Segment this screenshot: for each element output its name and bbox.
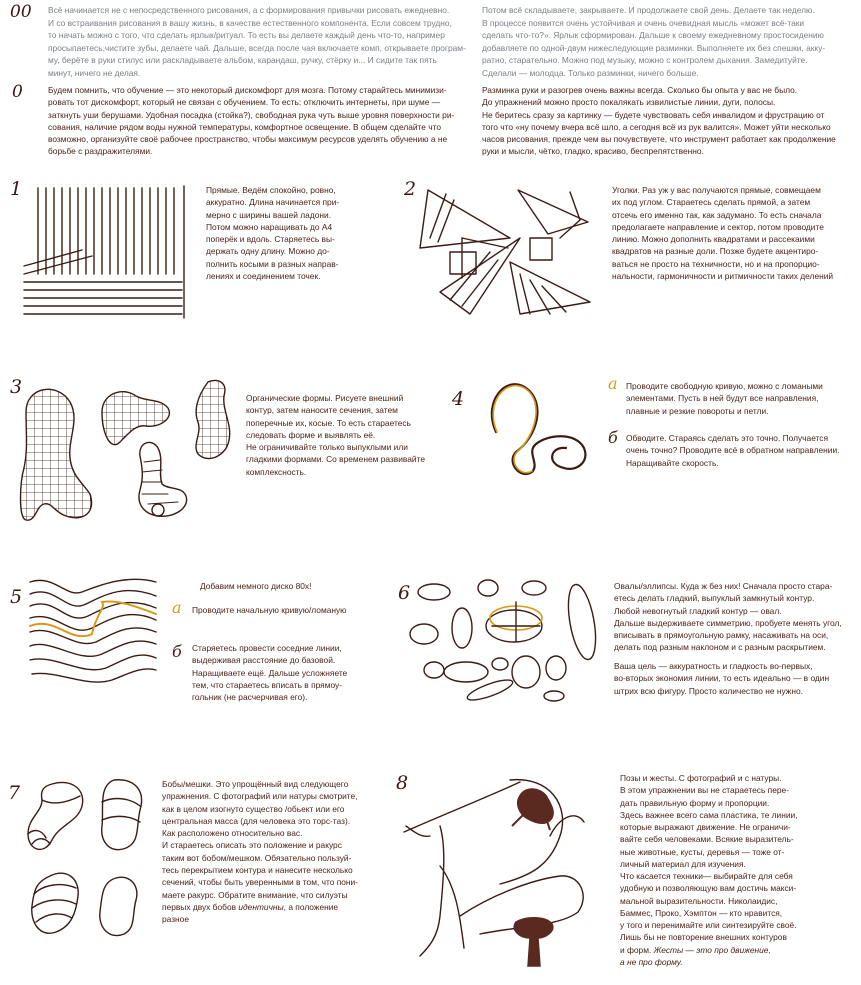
exercise-1-lines-drawing — [22, 182, 192, 322]
intro-paragraph-warmup: Разминка руки и разогрев очень важны всегда. Сколько бы опыта у вас не было. До упражнений можно просто покалякать извилистые линии, дуги, полосы. Не беритесь сразу за картинку — будете чувствовать себя инвалидом и фрустрацию от того что «ну почему вчера всё шло, а сегодня всё из рук валится». Может уйти несколько часов рисования, прежде чем вы почувствуете, что инструмент работает как продолжение руки и мысли, чётко, гладко, красиво, беспрепятственно. — [482, 85, 836, 157]
exercise-5-parallel-lines-drawing — [26, 574, 160, 694]
exercise-7-beans-drawing — [22, 772, 162, 952]
intro-paragraph-habit: Всё начинается не с непосредственного рисования, а с формирования привычки рисовать ежедневно. И со встраивания рисования в вашу жизнь, в качестве естественного компонента. Если совсем трудно, то начать можно с того, что сделать ярлык/ритуал. То есть вы делаете каждый день что-то, например просыпаетесь,чистите зубы, делаете чай. Дальше, всегда после чая включаете комп, открываете програм- му, берёте в руки стилус или раскладываете альбом, карандаш, ручку, стёрку и... И сидите так пять минут, ничего не делая. — [48, 5, 466, 78]
exercise-8-gestures-drawing — [400, 766, 620, 976]
exercise-7-number: 7 — [8, 782, 21, 804]
exercise-3-organic-shapes-drawing — [18, 372, 243, 532]
exercise-4-number: 4 — [452, 388, 465, 410]
intro-marker-0: 0 — [12, 82, 23, 102]
exercise-8-text: Позы и жесты. С фотографий и с натуры. В этом упражнении вы не стараетесь пере- дать правильную форму и пропорции. Здесь важнее всего сама пластика, те линии, которые выражают движение. Не ограничи- вайте себя человеками. Всякие выразитель- ные животные, кусты, деревья — тоже от- личный материал для изучения. — [620, 773, 798, 870]
exercise-1-number: 1 — [10, 178, 23, 200]
exercise-8-text-technique-main: Что касается техники— выбирайте для себя удобную и позволяющую вам достичь макси- мальной выразительности. Николаидис, Баммес, Проко, Хэмптон — кто нравится, у того и перенимайте или синтезируйте своё. Лишь бы не повторение внешних контуров и форм. — [620, 871, 797, 955]
intro-paragraph-comfort: Будем помнить, что обучение — это некоторый дискомфорт для мозга. Потому старайтесь минимизи- ровать тот дискомфорт, который не связан с обучением. То есть: отключить интернеты, при шуме — заткнуть уши берушами. Удобная посадка (стойка?), свободная рука чуть выше уровня поверхности ри- сования, наличие рядом воды нужной температуры, комфортное освещение. В общем сделайте что возможно, организуйте своё рабочее пространство, чтобы максимум ресурсов уделять обучению а не борьбе с раздражителями. — [48, 85, 455, 157]
exercise-2-angles-drawing — [410, 182, 600, 322]
exercise-8-text-technique — [620, 870, 860, 968]
exercise-5-number: 5 — [10, 586, 23, 608]
exercise-7-text-tail: , а положение разное — [162, 901, 339, 925]
exercise-6-text: Овалы/эллипсы. Куда ж без них! Сначала просто стара- етесь делать гладкий, выпуклый замкнутый контур. Любой невогнутый гладкий контур — овал. Дальше выдерживаете симметрию, пробуете менять угол, вписывать в прямоугольную рамку, насаживать на оси, делать под разным наклоном и с разным раскрытием. — [614, 581, 842, 653]
exercise-7-text-italic: идентичны — [238, 901, 284, 912]
exercise-4-letter-a: а — [608, 374, 618, 393]
intro-marker-00: 00 — [10, 2, 32, 22]
exercise-7-text-main: Бобы/мешки. Это упрощённый вид следующего упражнения. С фотографий или натуры смотрите, как в целом изогнуто существо /обьект или его центральная масса (для человека это торс-таз). Как расположено относительно вас. И стараетесь описать это положение и ракурс таким вот бобом/мешком. Обязательно пользуй- тесь перекрытием контура и нанесите несколько сечений, чтобы быть уверенными в том, что пони- маете ракурс. Обратите внимание, что силуэты первых двух бобов — [162, 779, 358, 912]
exercise-5-heading: Добавим немного диско 80х! — [200, 581, 312, 591]
exercise-4-letter-b: б — [608, 428, 618, 447]
exercise-6-ovals-drawing — [404, 572, 604, 702]
exercise-7-text — [162, 778, 382, 926]
exercise-2-number: 2 — [404, 178, 417, 200]
exercise-8-text-technique-italic: Жесты — это про движение, а не про форму. — [620, 944, 771, 968]
exercise-4-text-b: Обводите. Стараясь сделать это точно. Получается очень точно? Проводите всё в обратном направлении. Наращивайте скорость. — [626, 433, 840, 468]
exercise-5-letter-b: б — [172, 642, 182, 661]
exercise-4-text-a: Проводите свободную кривую, можно с ломаными элементами. Пусть в ней будут все направления, плавные и резкие повороты и петли. — [626, 381, 823, 416]
exercise-5-text-b: Старяетесь провести соседние линии, выдерживая расстояние до базовой. Наращиваете ещё. Дальше усложняете тем, что стараетесь вписать в прямоу- гольник (не расчерчивая его). — [192, 643, 348, 703]
exercise-6-number: 6 — [398, 582, 411, 604]
exercise-4-curve-drawing — [476, 372, 606, 492]
intro-paragraph-week: Потом всё складываете, закрываете. И продолжаете свой день. Делаете так неделю. В процессе появится очень устойчивая и очень очевидная мысль «может всё-таки сделать что-то?». Ярлык сформирован. Дальше к своему ежедневному простосидению добавляете по одной-двум нижеследующие разминки. Выполняете их без спешки, акку- ратно, старательно. Можно под музыку, можно с контролем дыхания. Замедитуйте. Сделали — молодца. Только разминки, ничего больше. — [482, 5, 826, 78]
exercise-5-letter-a: а — [172, 598, 182, 617]
exercise-5-text-a: Проводите начальную кривую/ломаную — [192, 605, 347, 615]
exercise-6-text-goal: Ваша цель — аккуратность и гладкость во-первых, во-вторых экономия линии, то есть идеально — в один штрих всю фигуру. Просто количество не нужно. — [614, 661, 830, 696]
exercise-1-text: Прямые. Ведём спокойно, ровно, аккуратно. Длина начинается при- мерно с ширины вашей ладони. Потом можно наращивать до А4 поперёк и вдоль. Старяетесь вы- держать одну длину. Можно до- полнить косыми в разных направ- лениях и соединением точек. — [206, 185, 340, 282]
exercise-8-number: 8 — [396, 772, 409, 794]
exercise-2-text: Уголки. Раз уж у вас получаются прямые, совмещаем их под углом. Стараетесь сделать прямой, а затем отсечь его именно так, как задумано. То есть сначала предолагаете направление и сектор, потом проводите линию. Можно дополнить квадратами и рассекаими квадратов на разные доли. Позже будете акцентиро- ваться не просто на техничности, но и на пропорцио- нальности, гармоничности и ритмичности таких делений — [612, 185, 834, 282]
exercise-3-number: 3 — [10, 376, 23, 398]
exercise-3-text: Органические формы. Рисуете внешний контур, затем наносите сечения, затем поперечные их, косые. То есть стараетесь следовать форме и выявлять её. Не ограничивайте только выпуклыми или гладкими формами. Со временем развивайте комплексность. — [246, 393, 425, 477]
